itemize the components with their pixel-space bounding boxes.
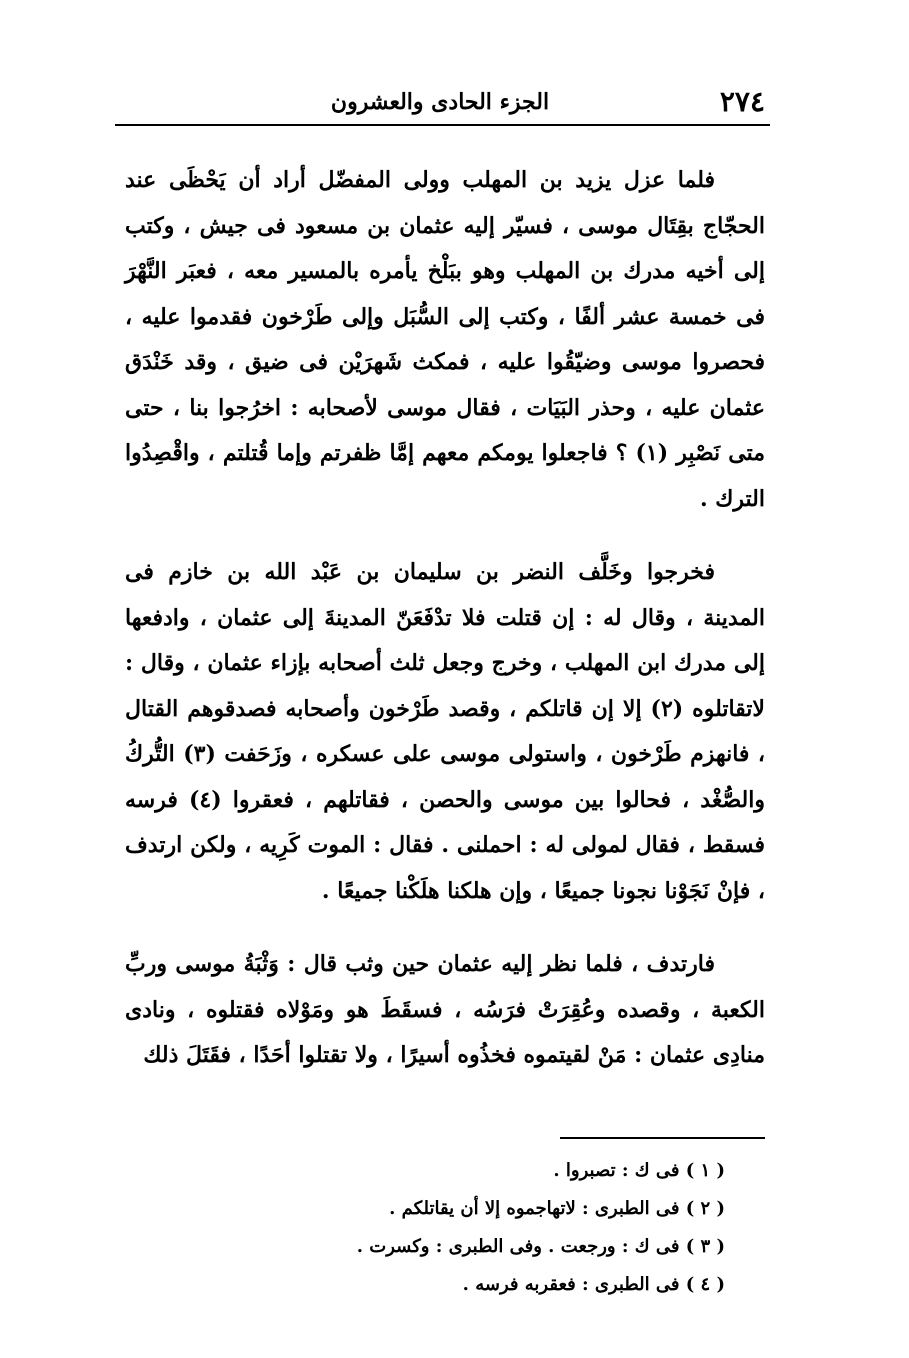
- page-header: [115, 82, 765, 122]
- text-line: فخرجوا وخَلَّف النضر بن سليمان بن عَبْد الله بن خازم فى المدينة ،: [125, 559, 765, 631]
- footnote-3: ( ٣ ) فى ك : ورجعت . وفى الطبرى : وكسرت .: [356, 1236, 725, 1257]
- text-line: فلما عزل يزيد بن المهلب وولى المفضّل أراد أن يَحْظَى عند الحجّاج: [125, 167, 765, 239]
- footnote-rule: [560, 1137, 765, 1139]
- body-text: [125, 158, 765, 1079]
- text-line: نَجَوْنا نجونا جميعًا ، وإن هلكنا هلَكْنا جميعًا .: [321, 877, 710, 904]
- running-title: الجزء الحادى والعشرون: [330, 89, 550, 115]
- text-line: وحذر البَيَات ، فقال موسى لأصحابه : اخرُجوا بنا ، حتى متى نَصْبِر (١) ؟: [125, 394, 765, 466]
- header-rule: [115, 124, 770, 126]
- text-line: بقِتَال موسى ، فسيّر إليه عثمان بن مسعود فى جيش ، وكتب إلى أخيه: [125, 212, 765, 284]
- text-line: فحالوا بين موسى والحصن ، فقاتلهم ، فعقروا (٤) فرسه فسقط ،: [125, 786, 765, 858]
- text-line: موسى وضيّقُوا عليه ، فمكث شَهرَيْن فى ضيق ، وقد خَنْدَق عثمان عليه ،: [125, 349, 765, 421]
- paragraph: [125, 942, 765, 1079]
- text-line: وقال له : إن قتلت فلا تدْفَعَنّ المدينةَ إلى عثمان ، وادفعها إلى مدرك: [125, 604, 765, 676]
- footnote-2: ( ٢ ) فى الطبرى : لاتهاجموه إلا أن يقاتلكم .: [389, 1198, 725, 1219]
- text-line: فقال لمولى له : احملنى . فقال : الموت كَرِيه ، ولكن ارتدف ، فإنْ: [125, 832, 765, 904]
- paragraph: [125, 158, 765, 522]
- page-number: ٢٧٤: [719, 85, 765, 118]
- footnote-4: ( ٤ ) فى الطبرى : فعقربه فرسه .: [462, 1274, 725, 1295]
- text-line: ابن المهلب ، وخرج وجعل ثلث أصحابه بإزاء عثمان ، وقال : لاتقاتلوه (٢): [125, 650, 765, 722]
- paragraph: [125, 550, 765, 914]
- text-line: الكعبة ، وقصده وعُقِرَتْ فرَسُه ، فسقَطَ هو ومَوْلاه فقتلوه ، ونادى: [125, 996, 765, 1023]
- text-line: إلا إن قاتلكم ، وقصد طَرْخون وأصحابه فصدقوهم القتال ، فانهزم: [125, 695, 765, 767]
- text-line: فاجعلوا يومكم معهم إمَّا ظفرتم وإما قُتلتم ، واقْصِدُوا الترك .: [125, 440, 765, 512]
- text-line: فارتدف ، فلما نظر إليه عثمان حين وثب قال : وَثْبَةُ موسى وربِّ: [125, 951, 715, 977]
- text-line: مدرك بن المهلب وهو ببَلْخ يأمره بالمسير معه ، فعبَر النَّهْرَ فى خمسة: [125, 258, 765, 330]
- text-line: عشر ألفًا ، وكتب إلى السُّبَل وإلى طَرْخون فقدموا عليه ، فحصروا: [125, 303, 765, 375]
- text-line: طَرْخون ، واستولى موسى على عسكره ، وزَحَفت (٣) التُّركُ والصُّغْد ،: [125, 741, 765, 813]
- footnote-1: ( ١ ) فى ك : تصبروا .: [553, 1160, 725, 1181]
- footnotes: [200, 1152, 725, 1304]
- text-line: منادِى عثمان : مَنْ لقيتموه فخذُوه أسيرًا ، ولا تقتلوا أحَدًا ، فقَتَلَ ذلك: [143, 1042, 765, 1068]
